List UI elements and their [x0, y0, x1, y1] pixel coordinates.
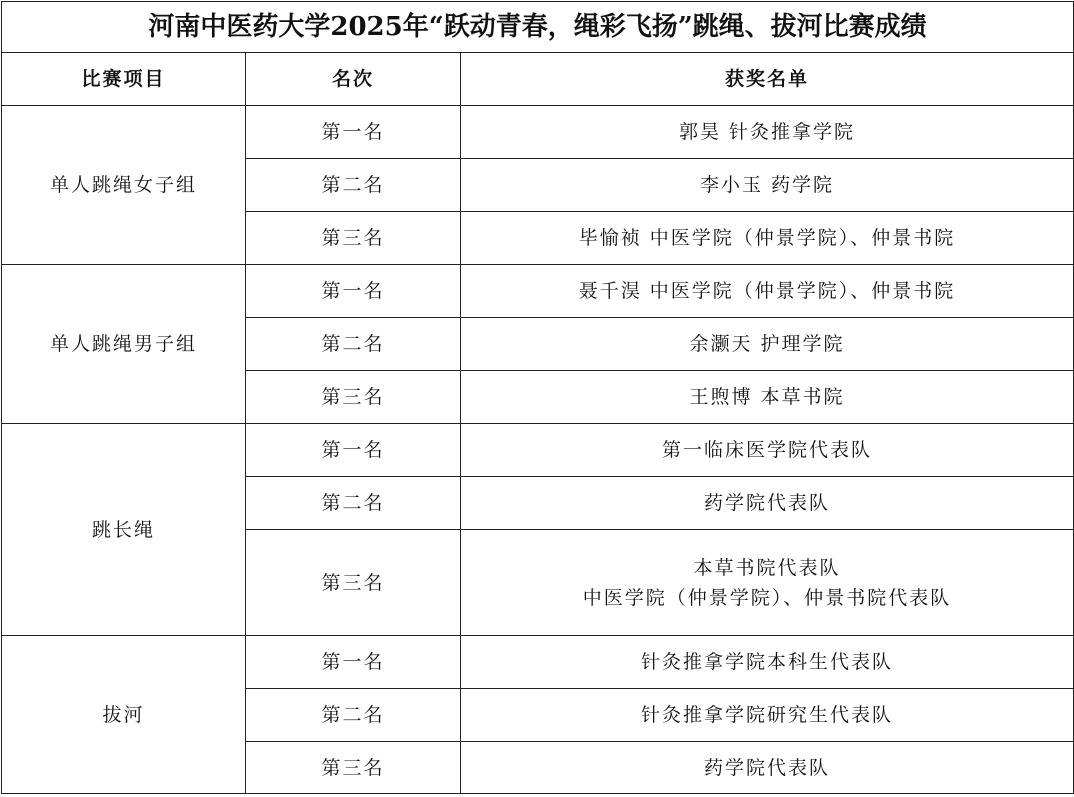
event-cell: 拔河 — [2, 636, 246, 794]
winner-cell: 郭昊 针灸推拿学院 — [461, 106, 1074, 159]
column-header-winners: 获奖名单 — [461, 53, 1074, 106]
title-row — [2, 2, 1074, 53]
page-title: 河南中医药大学2025年“跃动青春，绳彩飞扬”跳绳、拔河比赛成绩 — [2, 2, 1074, 53]
winner-cell: 药学院代表队 — [461, 742, 1074, 794]
winner-line: 中医学院（仲景学院）、仲景书院代表队 — [582, 586, 952, 609]
winner-cell: 药学院代表队 — [461, 477, 1074, 530]
event-cell: 跳长绳 — [2, 424, 246, 636]
rank-cell: 第三名 — [246, 530, 461, 636]
event-cell: 单人跳绳男子组 — [2, 265, 246, 424]
winner-cell: 针灸推拿学院本科生代表队 — [461, 636, 1074, 689]
winner-cell: 聂千淏 中医学院（仲景学院）、仲景书院 — [461, 265, 1074, 318]
table-row — [2, 106, 1074, 159]
table-row — [2, 265, 1074, 318]
table-row — [2, 636, 1074, 689]
rank-cell: 第一名 — [246, 424, 461, 477]
rank-cell: 第二名 — [246, 318, 461, 371]
winner-line: 本草书院代表队 — [693, 556, 841, 579]
winner-cell: 余灏天 护理学院 — [461, 318, 1074, 371]
rank-cell: 第一名 — [246, 265, 461, 318]
column-header-rank: 名次 — [246, 53, 461, 106]
rank-cell: 第二名 — [246, 689, 461, 742]
winner-cell — [461, 530, 1074, 636]
rank-cell: 第一名 — [246, 636, 461, 689]
rank-cell: 第二名 — [246, 159, 461, 212]
column-header-event: 比赛项目 — [2, 53, 246, 106]
rank-cell: 第三名 — [246, 212, 461, 265]
event-cell: 单人跳绳女子组 — [2, 106, 246, 265]
table-row — [2, 424, 1074, 477]
header-row — [2, 53, 1074, 106]
winner-cell: 王煦博 本草书院 — [461, 371, 1074, 424]
rank-cell: 第二名 — [246, 477, 461, 530]
winner-cell: 毕愉祯 中医学院（仲景学院）、仲景书院 — [461, 212, 1074, 265]
winner-cell: 针灸推拿学院研究生代表队 — [461, 689, 1074, 742]
rank-cell: 第三名 — [246, 371, 461, 424]
rank-cell: 第一名 — [246, 106, 461, 159]
winner-cell: 李小玉 药学院 — [461, 159, 1074, 212]
rank-cell: 第三名 — [246, 742, 461, 794]
winner-cell: 第一临床医学院代表队 — [461, 424, 1074, 477]
results-table — [1, 1, 1074, 794]
